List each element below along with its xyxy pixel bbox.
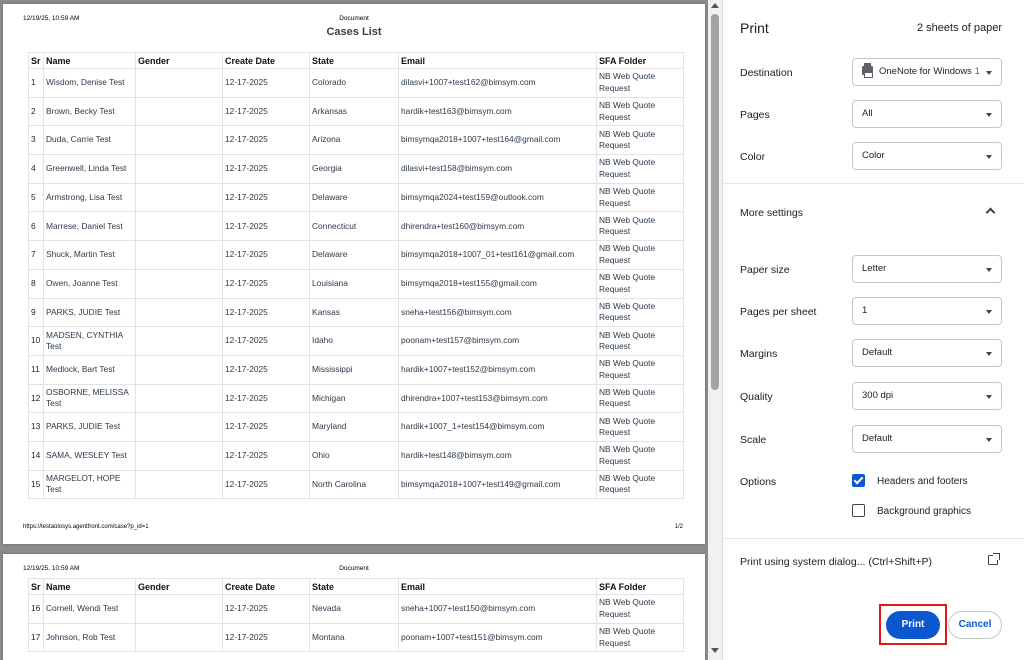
row-number: 11	[29, 355, 44, 384]
table-row	[29, 595, 684, 624]
print-settings-panel	[722, 0, 1024, 660]
row-number: 2	[29, 97, 44, 126]
row-name: MARGELOT, HOPE Test	[44, 470, 136, 499]
destination-value: OneNote for Windows	[879, 66, 972, 77]
row-number: 5	[29, 183, 44, 212]
scale-select[interactable]	[852, 425, 1002, 453]
row-email: dhirendra+test160@bimsym.com	[399, 212, 597, 241]
row-email: bimsymqa2018+test155@gmail.com	[399, 269, 597, 298]
chevron-down-icon	[986, 71, 992, 75]
divider	[723, 538, 1024, 539]
table-row	[29, 97, 684, 126]
row-number: 10	[29, 327, 44, 356]
row-gender	[136, 69, 223, 98]
page-header-doc: Document	[339, 15, 369, 22]
page-footer-url: https://testaolosys.agentfront.com/case?p_id=1	[23, 524, 149, 530]
table-row	[29, 298, 684, 327]
chevron-down-icon	[986, 438, 992, 442]
chevron-up-icon[interactable]	[986, 208, 996, 218]
row-number: 6	[29, 212, 44, 241]
print-button[interactable]: Print	[886, 611, 940, 639]
row-number: 4	[29, 155, 44, 184]
scale-value: Default	[862, 433, 893, 444]
preview-scrollbar[interactable]	[708, 0, 722, 660]
pages-per-sheet-label: Pages per sheet	[740, 306, 817, 318]
row-sfa-folder: NB Web Quote Request	[597, 241, 684, 270]
row-gender	[136, 183, 223, 212]
chevron-down-icon	[986, 113, 992, 117]
column-header: Gender	[136, 53, 223, 69]
column-header: Sr	[29, 579, 44, 595]
page-header-doc: Document	[339, 565, 369, 572]
printer-icon	[862, 66, 873, 75]
table-row	[29, 470, 684, 499]
document-title: Cases List	[326, 26, 382, 38]
row-create-date: 12-17-2025	[223, 384, 310, 413]
row-number: 12	[29, 384, 44, 413]
destination-select[interactable]	[852, 58, 1002, 86]
row-create-date: 12-17-2025	[223, 413, 310, 442]
chevron-down-icon	[986, 268, 992, 272]
row-state: Maryland	[310, 413, 399, 442]
row-email: poonam+1007+test151@bimsym.com	[399, 623, 597, 652]
row-email: hardik+test148@bimsym.com	[399, 441, 597, 470]
table-row	[29, 126, 684, 155]
row-create-date: 12-17-2025	[223, 97, 310, 126]
row-email: sneha+test156@bimsym.com	[399, 298, 597, 327]
chevron-down-icon	[986, 352, 992, 356]
row-sfa-folder: NB Web Quote Request	[597, 269, 684, 298]
row-create-date: 12-17-2025	[223, 269, 310, 298]
pages-per-sheet-select[interactable]	[852, 297, 1002, 325]
page-header-date: 12/19/25, 10:59 AM	[23, 15, 80, 22]
preview-page-1	[3, 4, 705, 544]
headers-footers-label[interactable]: Headers and footers	[877, 476, 968, 487]
column-header: State	[310, 579, 399, 595]
row-email: bimsymqa2024+test159@outlook.com	[399, 183, 597, 212]
table-row	[29, 327, 684, 356]
column-header: SFA Folder	[597, 53, 684, 69]
row-gender	[136, 155, 223, 184]
row-create-date: 12-17-2025	[223, 126, 310, 155]
row-gender	[136, 384, 223, 413]
paper-size-value: Letter	[862, 263, 887, 274]
background-graphics-checkbox[interactable]	[852, 504, 865, 517]
pages-select[interactable]	[852, 100, 1002, 128]
row-email: bimsymqa2018+1007_01+test161@gmail.com	[399, 241, 597, 270]
row-email: bimsymqa2018+1007+test149@gmail.com	[399, 470, 597, 499]
row-email: dilasvi+1007+test162@bimsym.com	[399, 69, 597, 98]
row-name: Armstrong, Lisa Test	[44, 183, 136, 212]
table-row	[29, 355, 684, 384]
row-gender	[136, 269, 223, 298]
paper-size-select[interactable]	[852, 255, 1002, 283]
scroll-up-arrow-icon[interactable]	[711, 3, 719, 8]
quality-select[interactable]	[852, 382, 1002, 410]
row-state: Idaho	[310, 327, 399, 356]
row-name: PARKS, JUDIE Test	[44, 413, 136, 442]
row-name: OSBORNE, MELISSA Test	[44, 384, 136, 413]
row-sfa-folder: NB Web Quote Request	[597, 298, 684, 327]
table-row	[29, 241, 684, 270]
row-create-date: 12-17-2025	[223, 441, 310, 470]
row-state: Georgia	[310, 155, 399, 184]
row-state: Nevada	[310, 595, 399, 624]
table-row	[29, 212, 684, 241]
destination-label: Destination	[740, 67, 793, 79]
row-email: hardik+1007_1+test154@bimsym.com	[399, 413, 597, 442]
row-state: Delaware	[310, 183, 399, 212]
row-name: Cornell, Wendi Test	[44, 595, 136, 624]
row-state: Colorado	[310, 69, 399, 98]
color-label: Color	[740, 151, 766, 163]
row-number: 9	[29, 298, 44, 327]
row-gender	[136, 413, 223, 442]
row-create-date: 12-17-2025	[223, 212, 310, 241]
sheet-count: 2 sheets of paper	[916, 22, 1002, 34]
options-label: Options	[740, 476, 777, 488]
row-gender	[136, 126, 223, 155]
row-number: 17	[29, 623, 44, 652]
row-state: Mississippi	[310, 355, 399, 384]
row-number: 16	[29, 595, 44, 624]
row-email: dhirendra+1007+test153@bimsym.com	[399, 384, 597, 413]
row-gender	[136, 241, 223, 270]
row-state: Connecticut	[310, 212, 399, 241]
row-name: Duda, Carrie Test	[44, 126, 136, 155]
table-row	[29, 384, 684, 413]
table-row	[29, 441, 684, 470]
table-row	[29, 413, 684, 442]
column-header: Email	[399, 579, 597, 595]
row-name: SAMA, WESLEY Test	[44, 441, 136, 470]
row-email: bimsymqa2018+1007+test164@gmail.com	[399, 126, 597, 155]
row-name: MADSEN, CYNTHIA Test	[44, 327, 136, 356]
row-create-date: 12-17-2025	[223, 298, 310, 327]
row-name: Brown, Becky Test	[44, 97, 136, 126]
row-name: Owen, Joanne Test	[44, 269, 136, 298]
row-number: 7	[29, 241, 44, 270]
column-header: Gender	[136, 579, 223, 595]
row-gender	[136, 623, 223, 652]
row-create-date: 12-17-2025	[223, 595, 310, 624]
row-sfa-folder: NB Web Quote Request	[597, 355, 684, 384]
row-name: Shuck, Martin Test	[44, 241, 136, 270]
row-sfa-folder: NB Web Quote Request	[597, 97, 684, 126]
row-name: Marrese, Daniel Test	[44, 212, 136, 241]
row-number: 1	[29, 69, 44, 98]
row-gender	[136, 298, 223, 327]
row-email: hardik+1007+test152@bimsym.com	[399, 355, 597, 384]
page-header-date: 12/19/25, 10:59 AM	[23, 565, 80, 572]
margins-select[interactable]	[852, 339, 1002, 367]
row-name: Medlock, Bart Test	[44, 355, 136, 384]
cases-table	[28, 578, 684, 652]
column-header: State	[310, 53, 399, 69]
open-external-icon[interactable]	[988, 555, 998, 565]
margins-label: Margins	[740, 348, 778, 360]
table-row	[29, 155, 684, 184]
headers-footers-checkbox[interactable]	[852, 474, 865, 487]
table-row	[29, 69, 684, 98]
row-sfa-folder: NB Web Quote Request	[597, 126, 684, 155]
row-number: 14	[29, 441, 44, 470]
row-state: Delaware	[310, 241, 399, 270]
column-header: SFA Folder	[597, 579, 684, 595]
more-settings-toggle[interactable]: More settings	[740, 207, 804, 219]
row-sfa-folder: NB Web Quote Request	[597, 441, 684, 470]
row-sfa-folder: NB Web Quote Request	[597, 470, 684, 499]
scrollbar-thumb[interactable]	[711, 14, 719, 390]
row-gender	[136, 97, 223, 126]
chevron-down-icon	[986, 395, 992, 399]
row-state: Kansas	[310, 298, 399, 327]
pages-value: All	[862, 108, 873, 119]
row-sfa-folder: NB Web Quote Request	[597, 413, 684, 442]
row-email: hardik+test163@bimsym.com	[399, 97, 597, 126]
pages-per-sheet-value: 1	[862, 305, 868, 316]
row-state: Arizona	[310, 126, 399, 155]
page-footer-number: 1/2	[674, 524, 683, 530]
system-dialog-link[interactable]: Print using system dialog... (Ctrl+Shift+P)	[740, 556, 932, 568]
scale-label: Scale	[740, 434, 767, 446]
paper-size-label: Paper size	[740, 264, 790, 276]
column-header: Create Date	[223, 53, 310, 69]
row-gender	[136, 441, 223, 470]
column-header: Name	[44, 579, 136, 595]
quality-value: 300 dpi	[862, 390, 894, 401]
pages-label: Pages	[740, 109, 770, 121]
row-email: poonam+test157@bimsym.com	[399, 327, 597, 356]
row-email: sneha+1007+test150@bimsym.com	[399, 595, 597, 624]
row-create-date: 12-17-2025	[223, 470, 310, 499]
row-name: PARKS, JUDIE Test	[44, 298, 136, 327]
row-create-date: 12-17-2025	[223, 327, 310, 356]
cancel-button[interactable]: Cancel	[948, 611, 1002, 639]
row-gender	[136, 470, 223, 499]
table-row	[29, 623, 684, 652]
row-create-date: 12-17-2025	[223, 155, 310, 184]
row-create-date: 12-17-2025	[223, 623, 310, 652]
row-sfa-folder: NB Web Quote Request	[597, 155, 684, 184]
margins-value: Default	[862, 347, 893, 358]
row-gender	[136, 355, 223, 384]
column-header: Email	[399, 53, 597, 69]
color-value: Color	[862, 150, 885, 161]
row-state: Montana	[310, 623, 399, 652]
divider	[723, 183, 1024, 184]
cases-table	[28, 52, 684, 499]
row-sfa-folder: NB Web Quote Request	[597, 69, 684, 98]
row-sfa-folder: NB Web Quote Request	[597, 384, 684, 413]
row-state: Ohio	[310, 441, 399, 470]
column-header: Name	[44, 53, 136, 69]
row-sfa-folder: NB Web Quote Request	[597, 595, 684, 624]
chevron-down-icon	[986, 155, 992, 159]
table-header-row	[29, 53, 684, 69]
row-state: Arkansas	[310, 97, 399, 126]
row-name: Greenwell, Linda Test	[44, 155, 136, 184]
row-gender	[136, 595, 223, 624]
row-number: 15	[29, 470, 44, 499]
row-email: dilasvi+test158@bimsym.com	[399, 155, 597, 184]
row-number: 3	[29, 126, 44, 155]
table-header-row	[29, 579, 684, 595]
row-sfa-folder: NB Web Quote Request	[597, 623, 684, 652]
quality-label: Quality	[740, 391, 773, 403]
column-header: Sr	[29, 53, 44, 69]
scroll-down-arrow-icon[interactable]	[711, 648, 719, 653]
preview-page-2	[3, 554, 705, 660]
chevron-down-icon	[986, 310, 992, 314]
row-state: Louisiana	[310, 269, 399, 298]
background-graphics-label[interactable]: Background graphics	[877, 506, 971, 517]
row-create-date: 12-17-2025	[223, 241, 310, 270]
row-state: Michigan	[310, 384, 399, 413]
row-number: 13	[29, 413, 44, 442]
panel-title: Print	[740, 20, 769, 36]
row-create-date: 12-17-2025	[223, 69, 310, 98]
row-create-date: 12-17-2025	[223, 183, 310, 212]
row-gender	[136, 212, 223, 241]
row-gender	[136, 327, 223, 356]
row-sfa-folder: NB Web Quote Request	[597, 212, 684, 241]
table-row	[29, 269, 684, 298]
row-create-date: 12-17-2025	[223, 355, 310, 384]
row-name: Johnson, Rob Test	[44, 623, 136, 652]
destination-truncated: 1	[974, 66, 980, 77]
color-select[interactable]	[852, 142, 1002, 170]
row-sfa-folder: NB Web Quote Request	[597, 183, 684, 212]
row-state: North Carolina	[310, 470, 399, 499]
row-number: 8	[29, 269, 44, 298]
row-sfa-folder: NB Web Quote Request	[597, 327, 684, 356]
column-header: Create Date	[223, 579, 310, 595]
table-row	[29, 183, 684, 212]
row-name: Wisdom, Denise Test	[44, 69, 136, 98]
